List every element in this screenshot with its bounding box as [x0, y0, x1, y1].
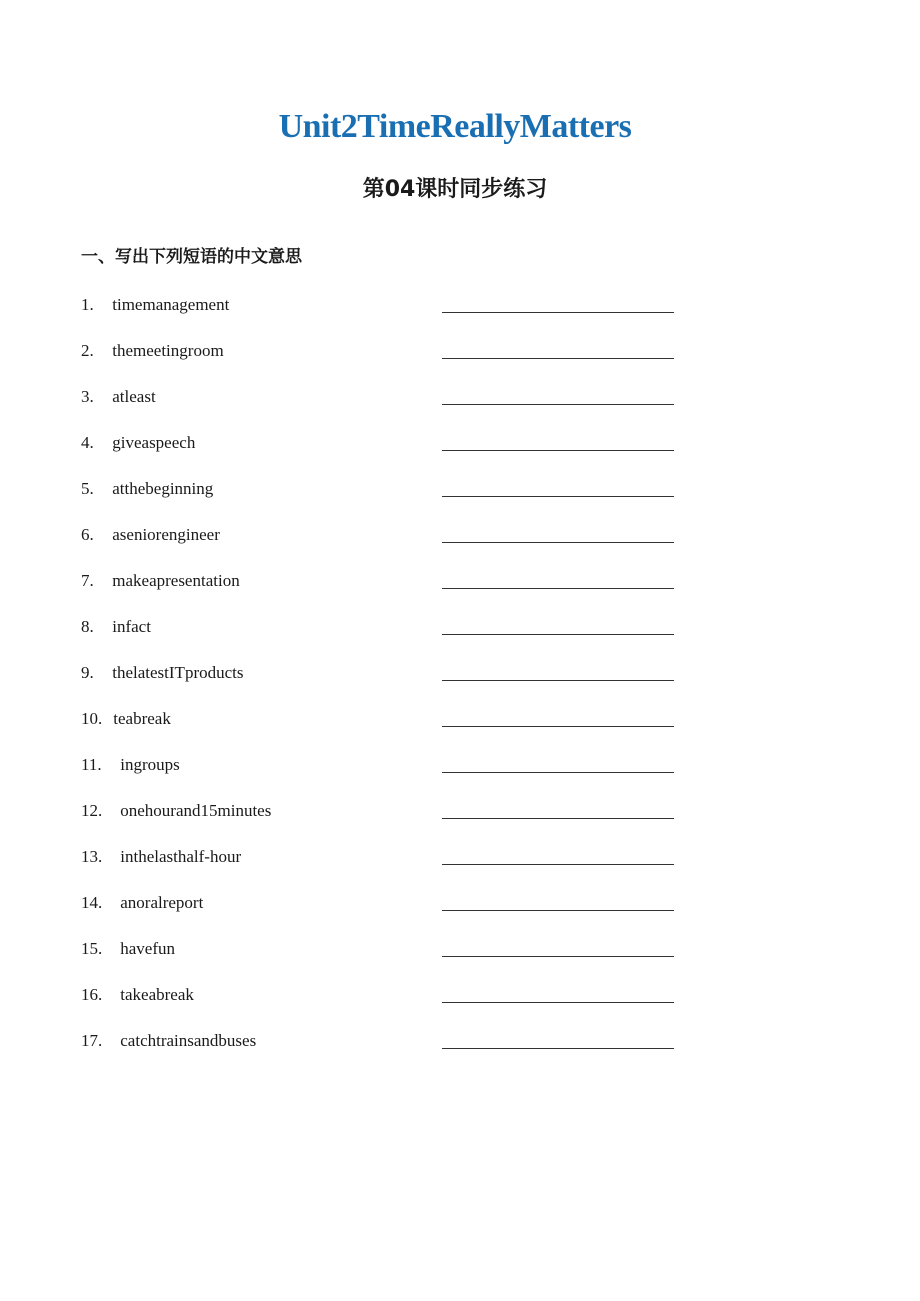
item-phrase: onehourand15minutes — [120, 801, 272, 820]
item-phrase: anoralreport — [120, 893, 204, 912]
item-number: 14. — [81, 893, 103, 912]
list-item — [81, 660, 681, 706]
answer-blank[interactable] — [442, 404, 674, 405]
item-phrase: makeapresentation — [112, 571, 240, 590]
list-item — [81, 982, 681, 1028]
list-item — [81, 384, 681, 430]
answer-blank[interactable] — [442, 450, 674, 451]
answer-blank[interactable] — [442, 1048, 674, 1049]
answer-blank[interactable] — [442, 634, 674, 635]
item-phrase: atleast — [112, 387, 156, 406]
item-number: 4. — [81, 433, 94, 452]
list-item — [81, 292, 681, 338]
list-item — [81, 844, 681, 890]
item-phrase: aseniorengineer — [112, 525, 220, 544]
answer-blank[interactable] — [442, 726, 674, 727]
item-phrase: catchtrainsandbuses — [120, 1031, 257, 1050]
list-item — [81, 752, 681, 798]
answer-blank[interactable] — [442, 312, 674, 313]
item-phrase: inthelasthalf-hour — [120, 847, 242, 866]
list-item — [81, 568, 681, 614]
item-phrase: havefun — [120, 939, 176, 958]
answer-blank[interactable] — [442, 358, 674, 359]
item-number: 12. — [81, 801, 103, 820]
page-title: Unit2TimeReallyMatters — [278, 108, 632, 145]
phrase-list — [81, 292, 681, 1074]
item-number: 11. — [81, 755, 102, 774]
item-number: 9. — [81, 663, 94, 682]
answer-blank[interactable] — [442, 1002, 674, 1003]
page-subtitle: 第04课时同步练习 — [362, 177, 548, 202]
answer-blank[interactable] — [442, 818, 674, 819]
item-phrase: thelatestITproducts — [112, 663, 244, 682]
list-item — [81, 798, 681, 844]
item-phrase: atthebeginning — [112, 479, 214, 498]
list-item — [81, 706, 681, 752]
item-number: 13. — [81, 847, 103, 866]
answer-blank[interactable] — [442, 772, 674, 773]
item-phrase: themeetingroom — [112, 341, 224, 360]
answer-blank[interactable] — [442, 864, 674, 865]
item-number: 3. — [81, 387, 94, 406]
item-number: 10. — [81, 709, 103, 728]
list-item — [81, 890, 681, 936]
list-item — [81, 476, 681, 522]
item-number: 15. — [81, 939, 103, 958]
item-number: 8. — [81, 617, 94, 636]
answer-blank[interactable] — [442, 588, 674, 589]
list-item — [81, 614, 681, 660]
item-phrase: ingroups — [120, 755, 180, 774]
item-number: 5. — [81, 479, 94, 498]
item-phrase: timemanagement — [112, 295, 230, 314]
list-item — [81, 430, 681, 476]
list-item — [81, 522, 681, 568]
item-phrase: takeabreak — [120, 985, 194, 1004]
answer-blank[interactable] — [442, 910, 674, 911]
item-number: 16. — [81, 985, 103, 1004]
list-item — [81, 1028, 681, 1074]
answer-blank[interactable] — [442, 680, 674, 681]
list-item — [81, 338, 681, 384]
item-phrase: infact — [112, 617, 151, 636]
list-item — [81, 936, 681, 982]
item-phrase: giveaspeech — [112, 433, 196, 452]
item-number: 6. — [81, 525, 94, 544]
item-number: 1. — [81, 295, 94, 314]
answer-blank[interactable] — [442, 956, 674, 957]
item-phrase: teabreak — [113, 709, 171, 728]
answer-blank[interactable] — [442, 542, 674, 543]
item-number: 17. — [81, 1031, 103, 1050]
answer-blank[interactable] — [442, 496, 674, 497]
item-number: 2. — [81, 341, 94, 360]
item-number: 7. — [81, 571, 94, 590]
section-heading: 一、写出下列短语的中文意思 — [81, 247, 302, 267]
